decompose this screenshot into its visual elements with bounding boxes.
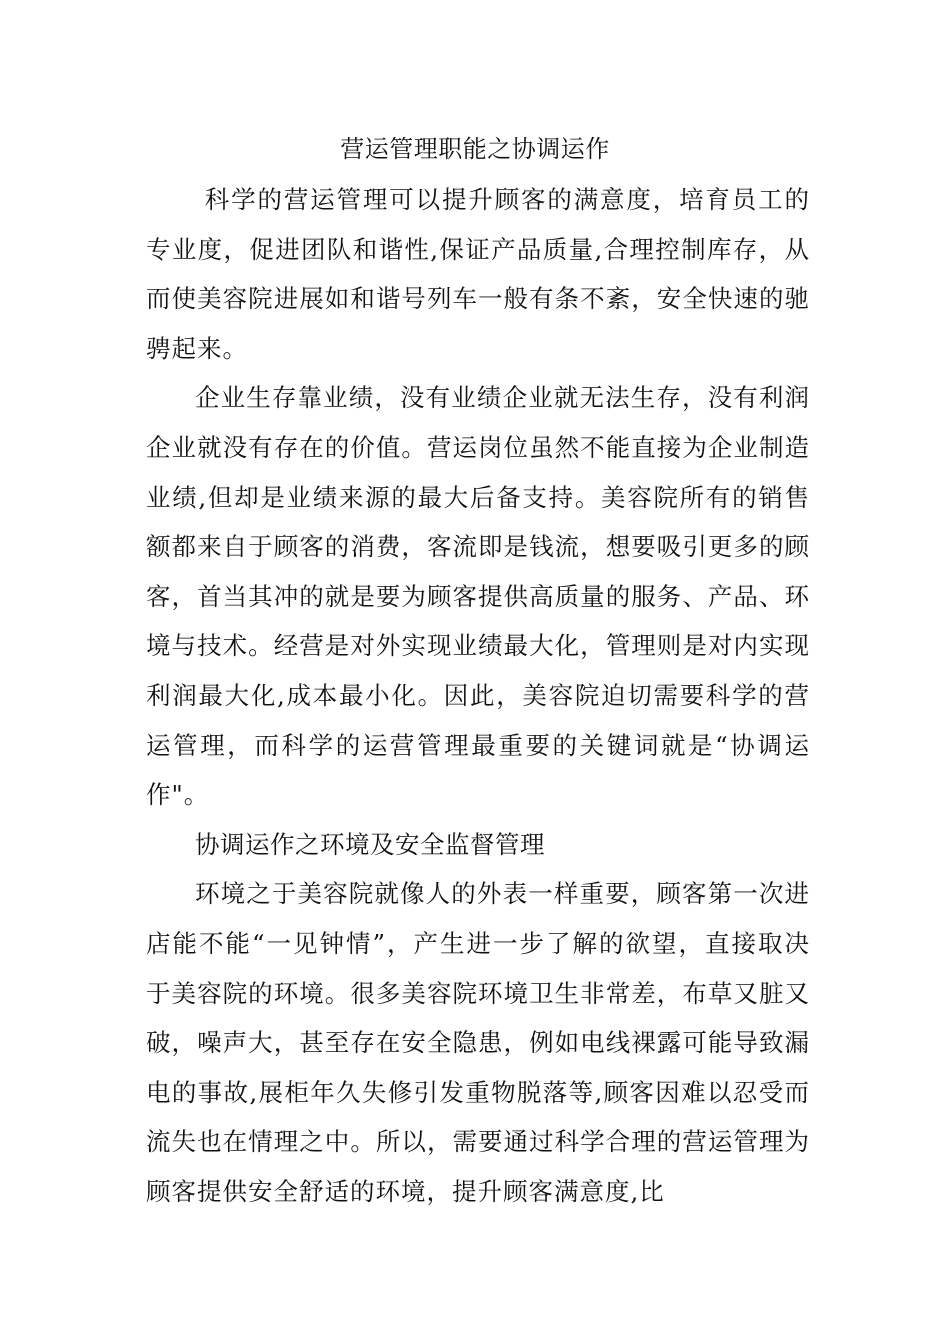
document-title: 营运管理职能之协调运作: [340, 135, 610, 163]
document-body: [146, 175, 810, 1216]
section-heading-environment: 协调运作之环境及安全监督管理: [195, 829, 545, 859]
paragraph-intro: 科学的营运管理可以提升顾客的满意度，培育员工的专业度，促进团队和谐性,保证产品质量,合理控制库存，从而使美容院进展如和谐号列车一般有条不紊，安全快速的驰骋起来。: [146, 185, 810, 363]
paragraph-environment: 环境之于美容院就像人的外表一样重要，顾客第一次进店能不能“一见钟情”，产生进一步了解的欲望，直接取决于美容院的环境。很多美容院环境卫生非常差，布草又脏又破，噪声大，甚至存在安全隐患，例如电线裸露可能导致漏电的事故,展柜年久失修引发重物脱落等,顾客因难以忍受而流失也在情理之中。所以，需要通过科学合理的营运管理为顾客提供安全舒适的环境，提升顾客满意度,比: [146, 879, 810, 1206]
paragraph-performance: 企业生存靠业绩，没有业绩企业就无法生存，没有利润企业就没有存在的价值。营运岗位虽然不能直接为企业制造业绩,但却是业绩来源的最大后备支持。美容院所有的销售额都来自于顾客的消费，客流即是钱流，想要吸引更多的顾客，首当其冲的就是要为顾客提供高质量的服务、产品、环境与技术。经营是对外实现业绩最大化，管理则是对内实现利润最大化,成本最小化。因此，美容院迫切需要科学的营运管理，而科学的运营管理最重要的关键词就是“协调运作"。: [146, 383, 810, 810]
